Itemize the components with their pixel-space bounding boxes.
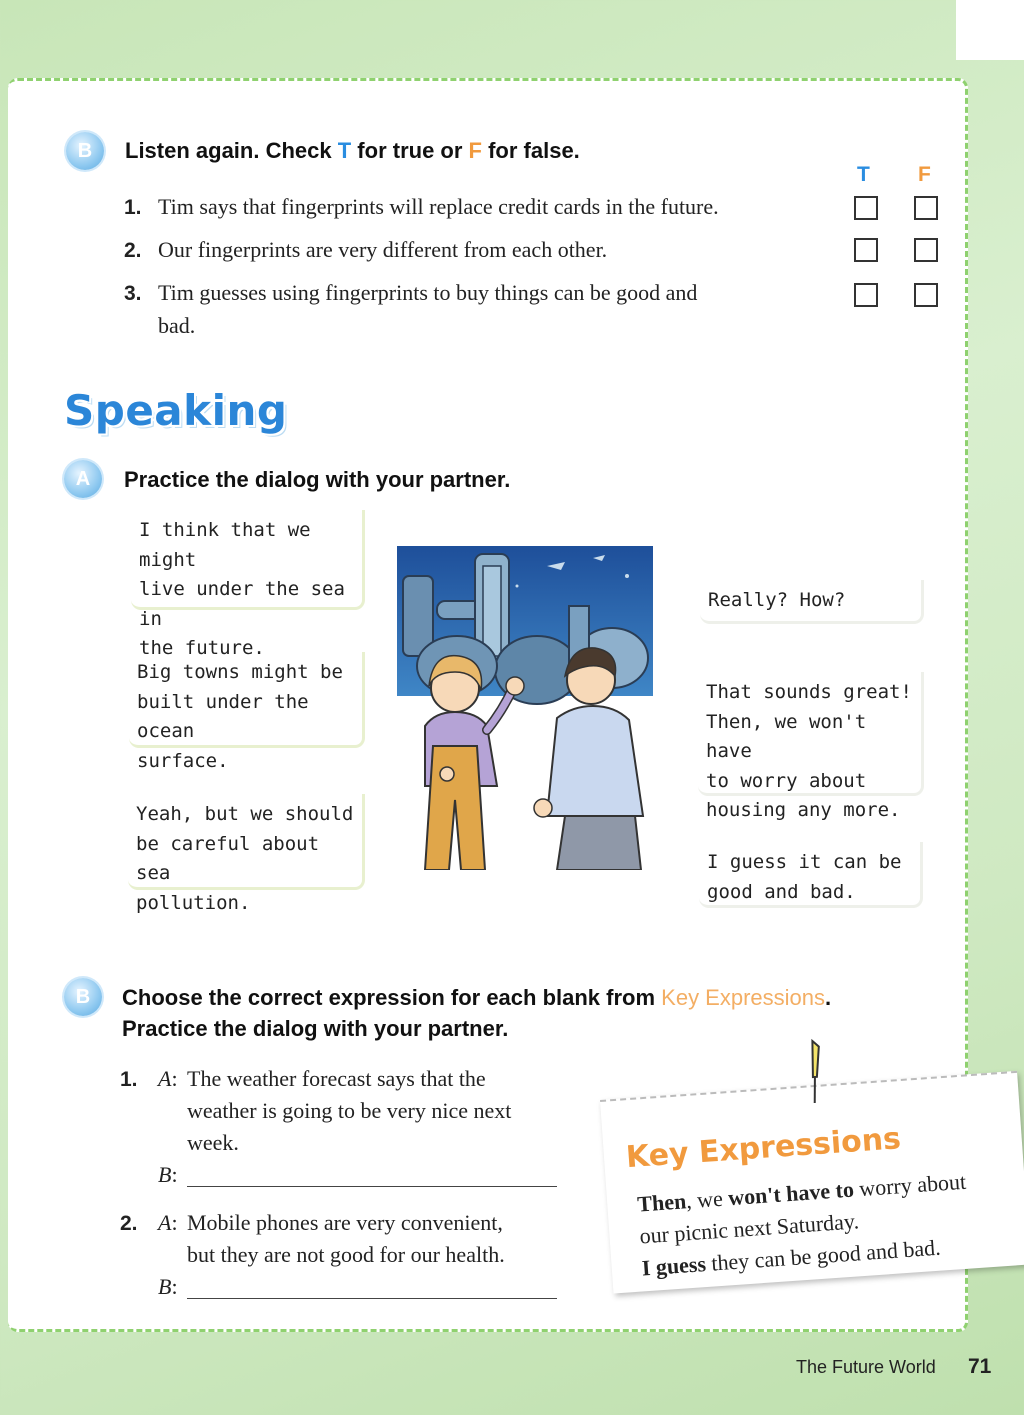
item-number: 3.: [124, 282, 142, 305]
key-phrase: Then: [636, 1188, 688, 1217]
section-badge-b: B: [66, 132, 104, 170]
speaker-label: A: [158, 1066, 172, 1091]
listen-heading: [125, 138, 580, 164]
dialog-bubble-left-2: [129, 652, 365, 772]
speaker-a-label: A:: [158, 1066, 178, 1091]
dialog-bubble-right-2: [698, 672, 924, 821]
heading-text: for true or: [351, 138, 469, 163]
speaker-label: A: [158, 1210, 172, 1235]
heading-text: Listen again. Check: [125, 138, 338, 163]
key-text: worry about: [852, 1168, 967, 1202]
dialog-bubble-right-3: [699, 842, 923, 908]
statement-3-continued: bad.: [158, 313, 196, 338]
choose-heading: [122, 985, 831, 1011]
key-expressions-link: Key Expressions: [661, 985, 826, 1010]
item-number: 2.: [120, 1212, 138, 1235]
choose-heading-line2: Practice the dialog with your partner.: [122, 1016, 509, 1041]
true-checkbox-1[interactable]: [854, 196, 878, 220]
key-text: , we: [685, 1185, 730, 1214]
bubble-line: to worry about: [706, 769, 867, 792]
statement-1: Tim says that fingerprints will replace credit cards in the future.: [158, 194, 719, 219]
bubble-line: I think that we might: [139, 519, 311, 571]
statement-2: Our fingerprints are very different from each other.: [158, 237, 608, 262]
bubble-line: built under the ocean: [137, 690, 309, 742]
bubble-line: Really? How?: [708, 589, 846, 611]
false-checkbox-3[interactable]: [914, 283, 938, 307]
bubble-line: Yeah, but we should: [136, 803, 354, 825]
false-column-header: F: [918, 163, 931, 186]
item-number: 1.: [124, 196, 142, 219]
dialog-bubble-right-1: [700, 580, 924, 624]
speaker-b-label: B:: [158, 1162, 178, 1187]
heading-text: for false.: [481, 138, 580, 163]
key-expression-1-continued: our picnic next Saturday.: [638, 1208, 860, 1249]
bubble-line: be careful about sea: [136, 832, 320, 884]
key-expressions-note: [600, 1071, 1024, 1294]
dialog-a-line: week.: [187, 1130, 239, 1155]
dialog-bubble-left-1: [131, 510, 365, 659]
key-text: they can be good and bad.: [704, 1234, 942, 1276]
bubble-line: surface.: [137, 749, 229, 772]
key-expression-1: [636, 1169, 966, 1218]
chapter-title: The Future World: [796, 1357, 936, 1377]
speaker-label: B: [158, 1274, 172, 1299]
section-badge-a: A: [64, 460, 102, 498]
bubble-line: live under the sea in: [139, 578, 345, 630]
practice-heading: Practice the dialog with your partner.: [124, 467, 511, 492]
bubble-line: good and bad.: [707, 880, 856, 903]
bubble-line: That sounds great!: [706, 681, 912, 703]
speaking-title: Speaking: [64, 386, 288, 435]
item-number: 1.: [120, 1068, 138, 1091]
heading-t: T: [337, 138, 352, 163]
speaker-b-label: B:: [158, 1274, 178, 1299]
heading-text: Choose the correct expression for each blank from: [122, 985, 662, 1010]
page-number: 71: [968, 1355, 992, 1378]
pushpin-icon: [792, 1036, 837, 1109]
speaker-a-label: A:: [158, 1210, 178, 1235]
true-checkbox-2[interactable]: [854, 238, 878, 262]
answer-blank-2[interactable]: [187, 1298, 557, 1299]
dialog-a-line: weather is going to be very nice next: [187, 1098, 512, 1123]
bubble-line: the future.: [139, 637, 265, 659]
dialog-a-line: The weather forecast says that the: [187, 1066, 486, 1091]
bubble-line: I guess it can be: [707, 851, 902, 873]
corner-blank: [956, 0, 1024, 60]
key-phrase: I guess: [640, 1251, 707, 1281]
statement-3: Tim guesses using fingerprints to buy things can be good and: [158, 280, 698, 305]
bubble-line: Then, we won't have: [706, 710, 867, 762]
false-checkbox-2[interactable]: [914, 238, 938, 262]
section-badge-b2: B: [64, 978, 102, 1016]
true-checkbox-3[interactable]: [854, 283, 878, 307]
key-phrase: won't have to: [727, 1176, 855, 1211]
speaker-label: B: [158, 1162, 172, 1187]
bubble-line: pollution.: [136, 891, 251, 914]
dialog-a-line: but they are not good for our health.: [187, 1242, 505, 1267]
underwater-city-illustration: [397, 546, 653, 870]
true-column-header: T: [857, 163, 870, 186]
dialog-bubble-left-3: [128, 794, 365, 914]
bubble-line: Big towns might be: [137, 661, 343, 683]
bubble-line: housing any more.: [706, 799, 901, 821]
answer-blank-1[interactable]: [187, 1186, 557, 1187]
dialog-a-line: Mobile phones are very convenient,: [187, 1210, 503, 1235]
item-number: 2.: [124, 239, 142, 262]
key-expressions-title: Key Expressions: [624, 1121, 903, 1176]
false-checkbox-1[interactable]: [914, 196, 938, 220]
heading-f: F: [468, 138, 482, 163]
heading-text: .: [825, 985, 832, 1010]
